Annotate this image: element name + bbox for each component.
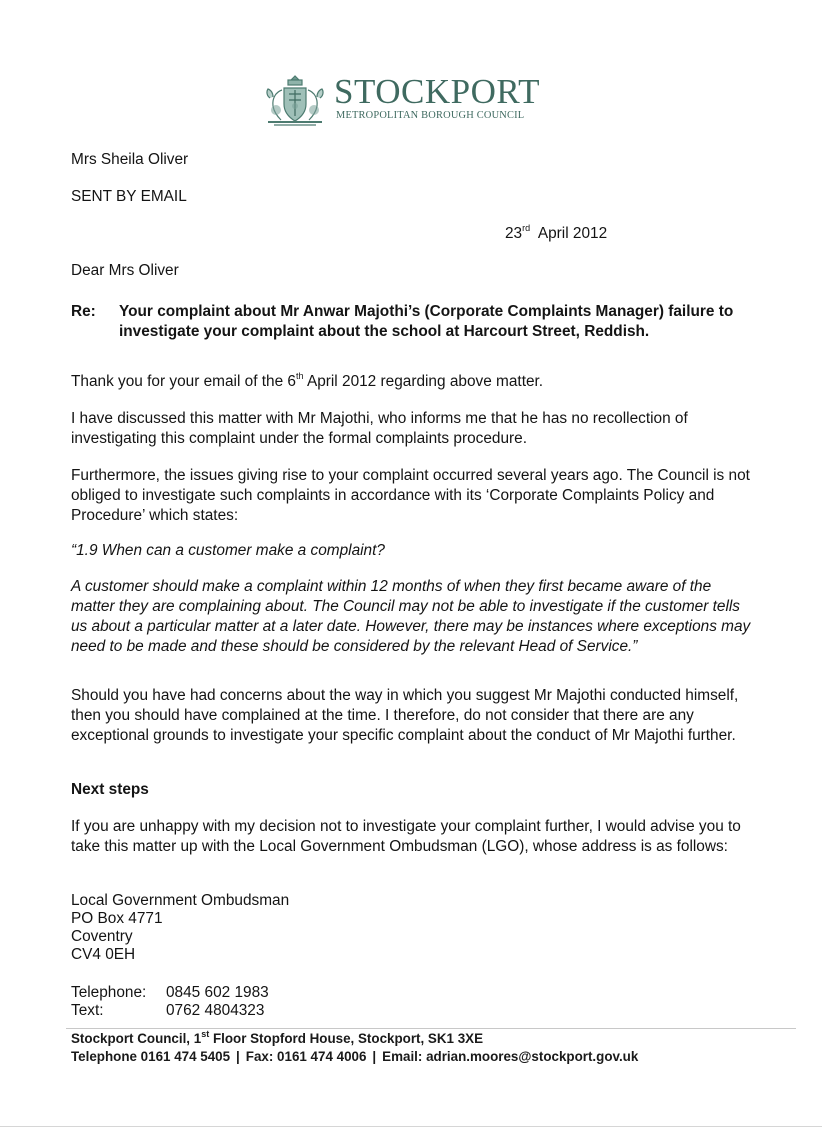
council-logo xyxy=(262,70,562,130)
paragraph-next-steps: If you are unhappy with my decision not to investigate your complaint further, I would advise you to take this matter up with the Local Government Ombudsman (LGO), whose address is as follows: xyxy=(71,818,741,855)
subject-label: Re: xyxy=(71,303,96,320)
date-month-year: April 2012 xyxy=(537,225,608,242)
paragraph-furthermore: Furthermore, the issues giving rise to your complaint occurred several years ago. The Council is not obliged to investigate such complaints in accordance with its ‘Corporate Complaints Policy and Procedure’ which states: xyxy=(71,467,750,524)
footer-divider xyxy=(66,1028,796,1029)
page-edge xyxy=(0,1126,822,1127)
footer-contact xyxy=(71,1048,638,1066)
policy-quote-body: A customer should make a complaint within 12 months of when they first became aware of the matter they are complaining about. The Council may not be able to investigate if the customer tells us about a particular matter at a later date. However, there may be instances where exceptions may need to be made and these should be considered by the relevant Head of Service.” xyxy=(71,578,751,655)
paragraph-discussed: I have discussed this matter with Mr Majothi, who informs me that he has no recollection of investigating this complaint under the formal complaints procedure. xyxy=(71,410,688,447)
date-day: 23 xyxy=(505,225,523,242)
address-line: PO Box 4771 xyxy=(71,910,163,927)
footer-separator: | xyxy=(372,1049,377,1064)
council-subtitle: METROPOLITAN BOROUGH COUNCIL xyxy=(336,110,525,121)
coat-of-arms-icon xyxy=(262,70,328,130)
telephone-value: 0845 602 1983 xyxy=(166,984,269,1001)
telephone-label: Telephone: xyxy=(71,984,147,1001)
footer-separator: | xyxy=(236,1049,240,1064)
footer-fax: Fax: 0161 474 4006 xyxy=(245,1049,367,1064)
salutation: Dear Mrs Oliver xyxy=(71,262,179,279)
subject-text: Your complaint about Mr Anwar Majothi’s (Corporate Complaints Manager) failure to investigate your complaint about the school at Harcourt Street, Reddish. xyxy=(119,303,734,340)
council-name: STOCKPORT xyxy=(334,72,540,111)
text-label: Text: xyxy=(71,1002,104,1019)
paragraph-concerns: Should you have had concerns about the way in which you suggest Mr Majothi conducted himself, then you should have complained at the time. I therefore, do not consider that there are any exceptional grounds to investigate your specific complaint about the conduct of Mr Majothi further. xyxy=(71,687,739,744)
date-suffix: rd xyxy=(522,222,531,233)
recipient-name: Mrs Sheila Oliver xyxy=(71,151,189,168)
address-line: CV4 0EH xyxy=(71,946,136,963)
text-value: 0762 4804323 xyxy=(166,1002,265,1019)
address-line: Local Government Ombudsman xyxy=(71,892,290,909)
delivery-method: SENT BY EMAIL xyxy=(71,188,187,205)
paragraph-thanks: Thank you for your email of the 6th April 2012 regarding above matter. xyxy=(71,370,544,390)
address-line: Coventry xyxy=(71,928,133,945)
policy-quote-heading: “1.9 When can a customer make a complaint? xyxy=(71,542,385,559)
next-steps-heading: Next steps xyxy=(71,781,149,798)
footer-address: Stockport Council, 1st Floor Stopford House, Stockport, SK1 3XE xyxy=(71,1028,484,1046)
footer-telephone: Telephone 0161 474 5405 xyxy=(71,1049,231,1064)
footer-email: Email: adrian.moores@stockport.gov.uk xyxy=(382,1049,639,1064)
letter-date xyxy=(505,224,607,244)
